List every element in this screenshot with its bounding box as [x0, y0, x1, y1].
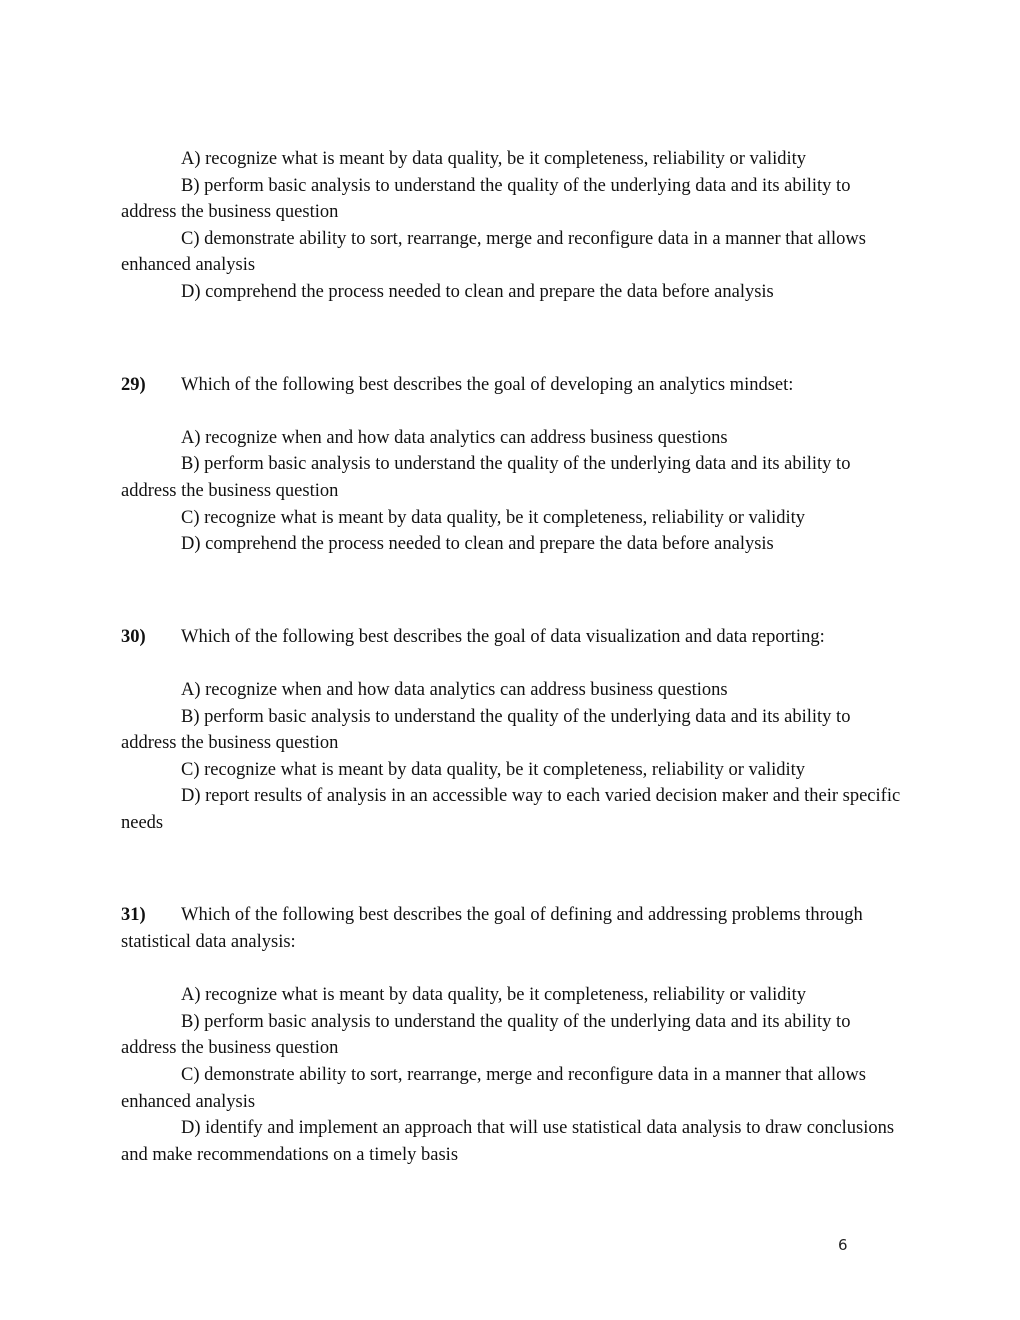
question-number: 31) — [121, 905, 146, 926]
option-c: C) recognize what is meant by data quality, be it completeness, reliability or validity — [181, 759, 806, 780]
question-number: 29) — [121, 374, 146, 395]
option-c: C) demonstrate ability to sort, rearrange, merge and reconfigure data in a manner that allows enhanced analysis — [121, 1065, 866, 1112]
question-text: Which of the following best describes the goal of defining and addressing problems through statistical data analysis: — [121, 905, 863, 953]
option-a: A) recognize what is meant by data quality, be it completeness, reliability or validity — [181, 985, 807, 1006]
option-b: B) perform basic analysis to understand the quality of the underlying data and its ability to address the business question — [121, 706, 851, 754]
option-a: A) recognize when and how data analytics can address business questions — [181, 427, 728, 448]
option-a: A) recognize when and how data analytics can address business questions — [181, 679, 728, 700]
page-number: 6 — [838, 1236, 848, 1254]
option-b: B) perform basic analysis to understand the quality of the underlying data and its ability to address the business question — [121, 1011, 851, 1059]
question-stem — [121, 372, 901, 399]
option-b: B) perform basic analysis to understand the quality of the underlying data and its ability to address the business question — [121, 175, 851, 223]
option-d: D) identify and implement an approach that will use statistical data analysis to draw conclusions and make recommendations on a timely basis — [121, 1118, 895, 1165]
question-31 — [121, 902, 901, 1168]
document-page — [121, 146, 901, 1168]
option-d: D) comprehend the process needed to clean and prepare the data before analysis — [181, 534, 774, 555]
option-d: D) comprehend the process needed to clean and prepare the data before analysis — [181, 281, 774, 302]
question-30 — [121, 624, 901, 837]
intro-options — [121, 146, 901, 306]
question-29 — [121, 372, 901, 558]
question-number: 30) — [121, 626, 146, 647]
option-b: B) perform basic analysis to understand the quality of the underlying data and its ability to address the business question — [121, 454, 851, 501]
option-c: C) demonstrate ability to sort, rearrange, merge and reconfigure data in a manner that allows enhanced analysis — [121, 228, 866, 276]
question-text: Which of the following best describes the goal of developing an analytics mindset: — [181, 374, 794, 395]
question-stem — [121, 902, 901, 955]
option-c: C) recognize what is meant by data quality, be it completeness, reliability or validity — [181, 507, 806, 528]
question-text: Which of the following best describes the goal of data visualization and data reporting: — [181, 626, 825, 647]
option-a: A) recognize what is meant by data quality, be it completeness, reliability or validity — [181, 149, 807, 169]
question-stem — [121, 624, 901, 651]
option-d: D) report results of analysis in an accessible way to each varied decision maker and their specific needs — [121, 786, 901, 833]
